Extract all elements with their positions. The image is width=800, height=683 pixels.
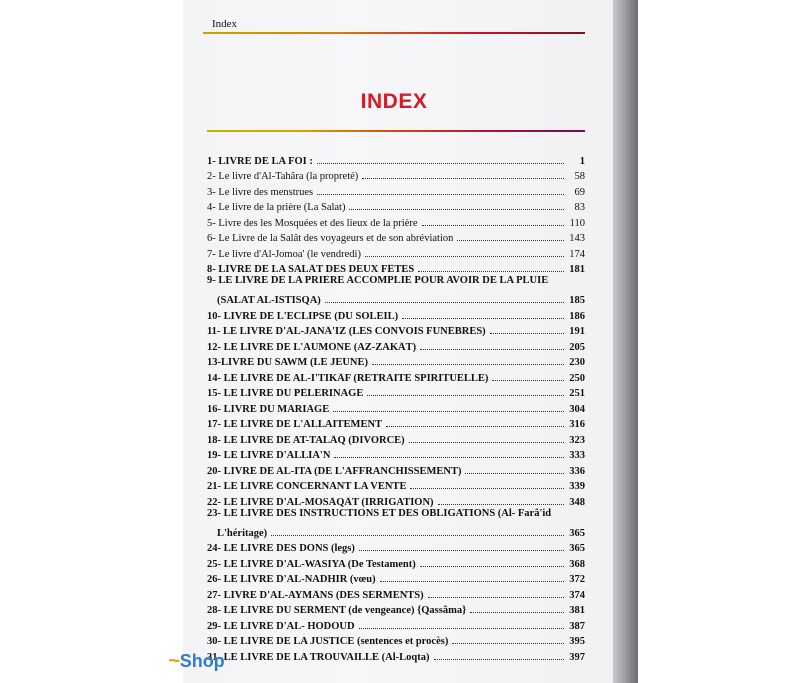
- toc-entry-page: 230: [569, 357, 585, 368]
- toc-entry-page: 58: [574, 171, 585, 182]
- dot-leader: [372, 364, 564, 365]
- dot-leader: [317, 163, 564, 164]
- dot-leader: [410, 488, 564, 489]
- dot-leader: [428, 597, 564, 598]
- toc-entry: [207, 260, 585, 276]
- toc-entry-page: 250: [569, 372, 585, 384]
- dot-leader: [470, 612, 564, 613]
- toc-entry-page: 304: [569, 403, 585, 415]
- toc-entry-label: 18- LE LIVRE DE AT-TALÂQ (DIVORCE): [207, 434, 405, 446]
- dot-leader: [402, 318, 564, 319]
- toc-entry-page: 205: [569, 341, 585, 353]
- toc-entry-label: 28- LE LIVRE DU SERMENT (de vengeance) {Qassâma}: [207, 605, 467, 616]
- dot-leader: [452, 643, 564, 644]
- toc-entry-page: 323: [569, 434, 585, 446]
- toc-entry-label: 23- LE LIVRE DES INSTRUCTIONS ET DES OBLIGATIONS (Al- Farâ'id: [207, 507, 552, 519]
- toc-entry: [207, 229, 585, 245]
- dot-leader: [422, 225, 564, 226]
- toc-entry-label: 12- LE LIVRE DE L'AUMÔNE (AZ-ZAKÂT): [207, 341, 417, 353]
- page-title: INDEX: [360, 90, 428, 113]
- toc-entry-page: 395: [569, 636, 585, 647]
- toc-entry: [207, 570, 585, 586]
- toc-entry-page: 185: [569, 295, 585, 306]
- dot-leader: [380, 581, 564, 582]
- toc-entry: [207, 399, 585, 415]
- toc-entry-label: 31- LE LIVRE DE LA TROUVAILLE (Al-Loqta): [207, 651, 430, 663]
- toc-entry-page: 186: [569, 310, 585, 322]
- toc-entry-label: 2- Le livre d'Al-Tahâra (la propreté): [207, 171, 359, 182]
- dot-leader: [420, 349, 564, 350]
- toc-entry: [207, 430, 585, 446]
- toc-entry: [207, 213, 585, 229]
- header-rule: [203, 32, 585, 34]
- dot-leader: [365, 256, 564, 257]
- toc-entry-label: 24- LE LIVRE DES DONS (legs): [207, 543, 355, 554]
- toc-entry: [207, 508, 585, 539]
- dot-leader: [420, 566, 564, 567]
- toc-entry: [207, 182, 585, 198]
- dot-leader: [492, 380, 564, 381]
- title-rule: [207, 130, 585, 132]
- toc-entry: [207, 151, 585, 167]
- toc-entry-page: 83: [574, 202, 585, 213]
- logo-swirl-icon: ~: [168, 650, 180, 672]
- toc-entry-page: 69: [574, 186, 585, 198]
- toc-entry: [207, 616, 585, 632]
- page-edge-shadow: [613, 0, 638, 683]
- toc-entry: [207, 632, 585, 648]
- toc-entry-label: 9- LE LIVRE DE LA PRIÈRE ACCOMPLIE POUR AVOIR DE LA PLUIE: [207, 275, 549, 286]
- dot-leader: [349, 209, 564, 210]
- toc-entry-page: 251: [569, 388, 585, 399]
- dot-leader: [438, 504, 564, 505]
- toc-entry-page: 333: [569, 450, 585, 461]
- toc-entry-page: 316: [569, 419, 585, 430]
- toc-entry: [207, 601, 585, 617]
- toc-entry-page: 397: [569, 651, 585, 663]
- dot-leader: [333, 411, 564, 412]
- toc-entry-label: 5- Livre des les Mosquées et des lieux de la prière: [207, 217, 418, 229]
- toc-entry-label: 7- Le livre d'Al-Jomoa' (le vendredi): [207, 248, 361, 260]
- toc-entry: [207, 275, 585, 306]
- toc-entry-label: 10- LIVRE DE L'ECLIPSE (DU SOLEIL): [207, 310, 399, 322]
- logo-text: Shop: [179, 651, 225, 671]
- toc-entry-label: 26- LE LIVRE D'AL-NADHIR (vœu): [207, 574, 376, 585]
- toc-entry-label: 4- Le livre de la prière (La Salat): [207, 202, 346, 213]
- toc-entry-page: 1: [579, 155, 585, 167]
- toc-entry-page: 181: [569, 264, 585, 275]
- toc-entry-label: 3- Le livre des menstrues: [207, 186, 314, 198]
- toc-entry-page: 365: [569, 543, 585, 554]
- dot-leader: [359, 550, 564, 551]
- toc-entry-page: 336: [569, 465, 585, 477]
- toc-entry-label: 6- Le Livre de la Salât des voyageurs et de son abréviation: [207, 233, 454, 244]
- dot-leader: [367, 395, 564, 396]
- toc-entry-label: 19- LE LIVRE D'ALLIA'N: [207, 450, 331, 461]
- dot-leader: [271, 535, 564, 536]
- toc-entry-label: 29- LE LIVRE D'AL- HODOUD: [207, 620, 355, 632]
- running-head: Index: [212, 18, 238, 30]
- dot-leader: [334, 457, 564, 458]
- toc-entry: [207, 446, 585, 462]
- toc-entry-label-cont: (SALAT AL-ISTISQA): [217, 295, 321, 306]
- toc-entry: [207, 415, 585, 431]
- toc-entry-label: 15- LE LIVRE DU PÈLERINAGE: [207, 388, 364, 399]
- dot-leader: [490, 333, 564, 334]
- toc-entry-label: 13-LIVRE DU SAWM (LE JEÛNE): [207, 357, 369, 368]
- toc-entry-label: 8- LIVRE DE LA SALÂT DES DEUX FÊTES: [207, 264, 415, 275]
- toc-entry-label: 20- LIVRE DE AL-ITA (DE L'AFFRANCHISSEMENT): [207, 465, 462, 477]
- toc-entry-label: 25- LE LIVRE D'AL-WASIYA (De Testament): [207, 558, 416, 570]
- table-of-contents: [207, 151, 585, 663]
- toc-entry-page: 110: [569, 217, 585, 229]
- toc-entry-page: 143: [569, 233, 585, 244]
- toc-entry: [207, 353, 585, 369]
- toc-entry: [207, 167, 585, 183]
- toc-entry-label: 1- LIVRE DE LA FOI :: [207, 155, 313, 167]
- shop-logo: [168, 650, 225, 673]
- toc-entry-page: 374: [569, 589, 585, 601]
- toc-entry: [207, 337, 585, 353]
- toc-entry-label-cont: L'héritage): [217, 527, 268, 539]
- toc-entry: [207, 461, 585, 477]
- toc-entry-page: 339: [569, 481, 585, 492]
- toc-entry: [207, 585, 585, 601]
- toc-entry: [207, 244, 585, 260]
- toc-entry: [207, 306, 585, 322]
- toc-entry-page: 372: [569, 574, 585, 585]
- toc-entry: [207, 539, 585, 555]
- dot-leader: [465, 473, 564, 474]
- toc-entry: [207, 554, 585, 570]
- dot-leader: [457, 240, 564, 241]
- toc-entry-label: 22- LE LIVRE D'AL-MOSÂQÂT (IRRIGATION): [207, 496, 434, 508]
- toc-entry-label: 30- LE LIVRE DE LA JUSTICE (sentences et procès): [207, 636, 449, 647]
- toc-entry-page: 174: [569, 248, 585, 260]
- dot-leader: [362, 178, 564, 179]
- toc-entry-page: 368: [569, 558, 585, 570]
- toc-entry: [207, 368, 585, 384]
- dot-leader: [359, 628, 564, 629]
- toc-entry: [207, 198, 585, 214]
- dot-leader: [434, 659, 565, 660]
- toc-entry-label: 14- LE LIVRE DE AL-I'TIKÂF (RETRAITE SPIRITUELLE): [207, 372, 489, 384]
- toc-entry: [207, 492, 585, 508]
- toc-entry-label: 16- LIVRE DU MARIAGE: [207, 403, 330, 415]
- dot-leader: [418, 271, 564, 272]
- toc-entry: [207, 322, 585, 338]
- toc-entry-page: 387: [569, 620, 585, 632]
- dot-leader: [386, 426, 564, 427]
- toc-entry: [207, 384, 585, 400]
- toc-entry-page: 191: [569, 326, 585, 337]
- toc-entry-label: 21- LE LIVRE CONCERNANT LA VENTE: [207, 481, 407, 492]
- toc-entry-label: 11- LE LIVRE D'AL-JANÂ'IZ (LES CONVOIS FUNÈBRES): [207, 326, 486, 337]
- toc-entry-label: 27- LIVRE D'AL-AYMÂNS (DES SERMENTS): [207, 589, 424, 601]
- toc-entry: [207, 477, 585, 493]
- dot-leader: [317, 194, 564, 195]
- toc-entry-page: 365: [569, 527, 585, 539]
- toc-entry-page: 381: [569, 605, 585, 616]
- toc-entry-page: 348: [569, 496, 585, 508]
- toc-entry: [207, 647, 585, 663]
- toc-entry-label: 17- LE LIVRE DE L'ALLAITEMENT: [207, 419, 383, 430]
- dot-leader: [409, 442, 564, 443]
- dot-leader: [325, 302, 564, 303]
